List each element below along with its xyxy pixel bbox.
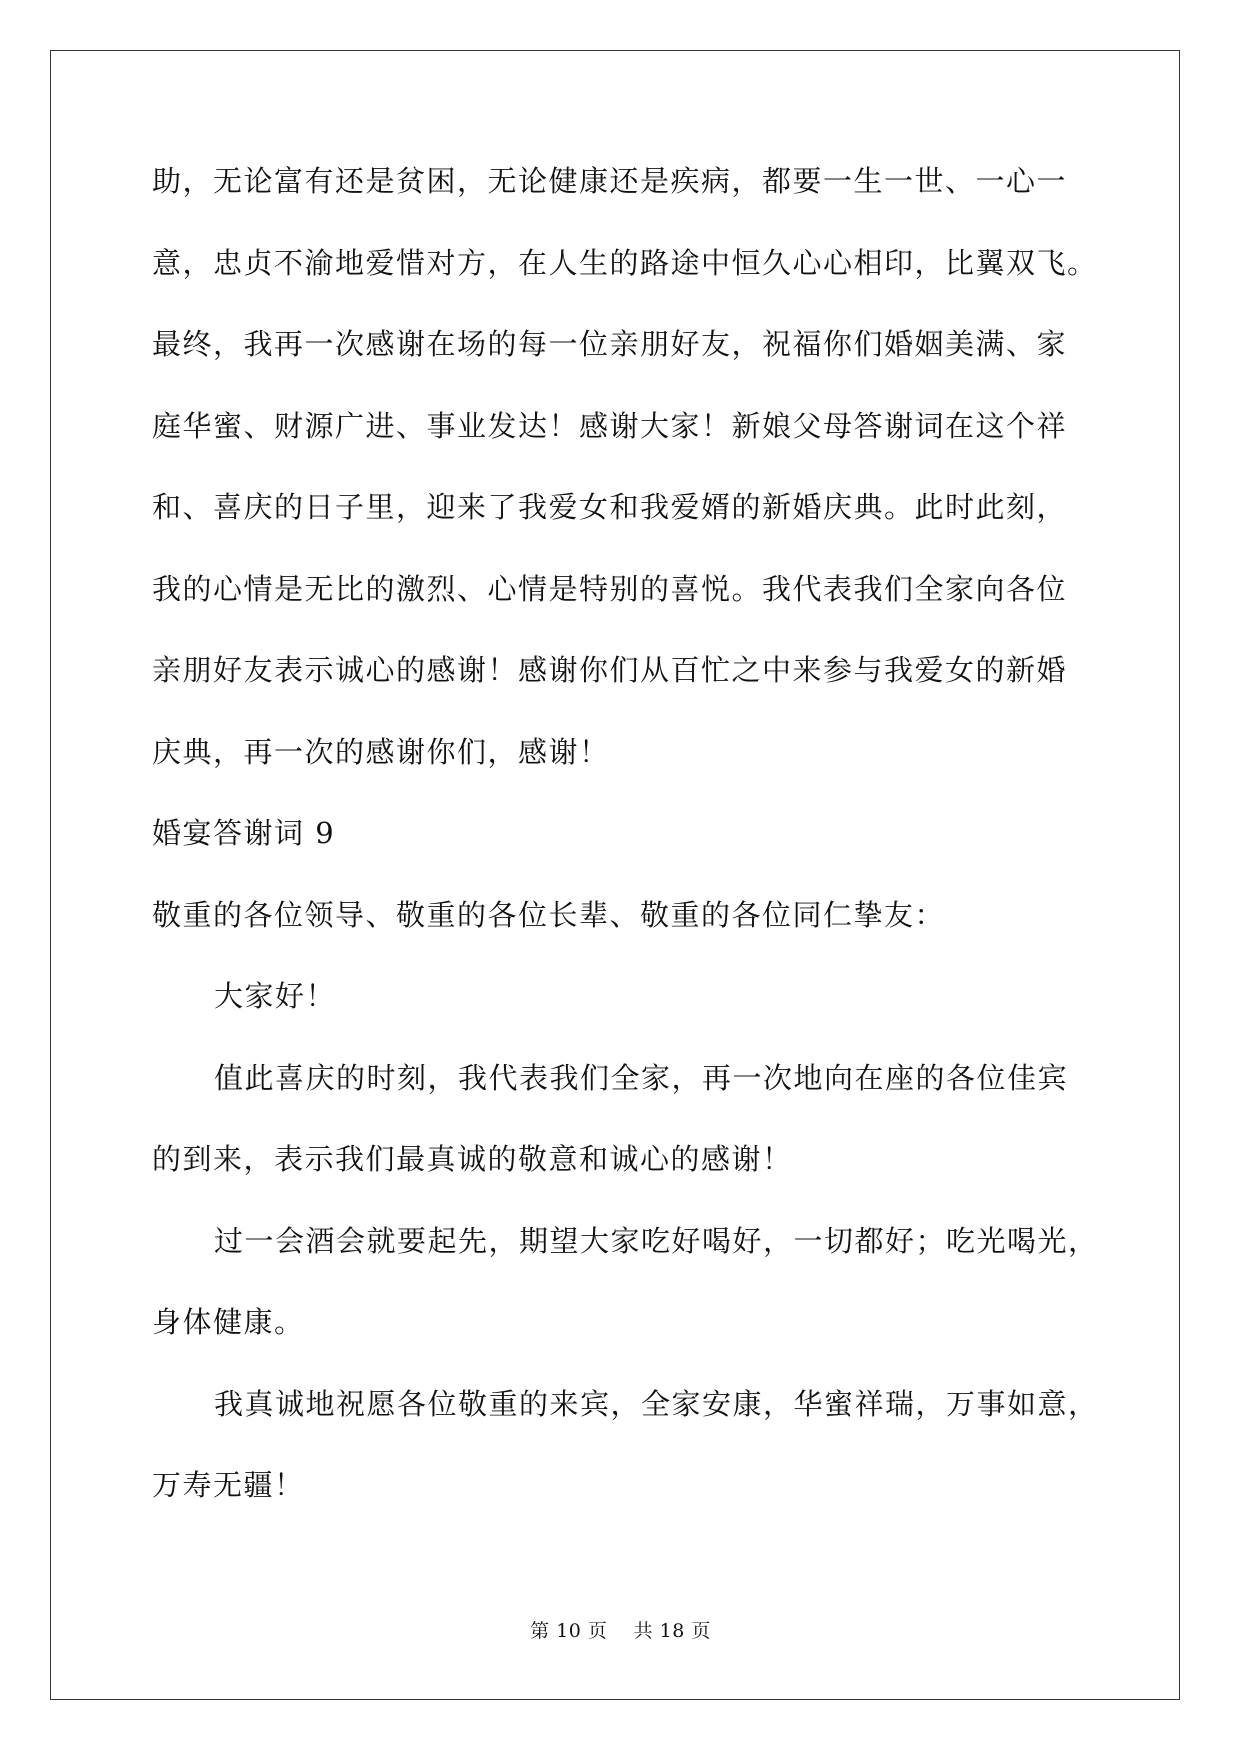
- salutation: 敬重的各位领导、敬重的各位长辈、敬重的各位同仁挚友：: [152, 897, 946, 932]
- text-line: 值此喜庆的时刻，我代表我们全家，再一次地向在座的各位佳宾: [214, 1060, 1069, 1095]
- text-line: 意，忠贞不渝地爱惜对方，在人生的路途中恒久心心相印，比翼双飞。: [152, 245, 1098, 280]
- text-line: 我的心情是无比的激烈、心情是特别的喜悦。我代表我们全家向各位: [152, 571, 1068, 606]
- text-line: 万寿无疆！: [152, 1468, 305, 1502]
- text-line: 我真诚地祝愿各位敬重的来宾，全家安康，华蜜祥瑞，万事如意，: [214, 1386, 1099, 1421]
- text-line: 和、喜庆的日子里，迎来了我爱女和我爱婿的新婚庆典。此时此刻，: [152, 490, 1068, 524]
- text-line: 身体健康。: [152, 1305, 305, 1339]
- greeting: 大家好！: [214, 979, 337, 1013]
- text-line: 庆典，再一次的感谢你们，感谢！: [152, 734, 610, 769]
- text-line: 过一会酒会就要起先，期望大家吃好喝好，一切都好；吃光喝光，: [214, 1223, 1099, 1258]
- page-number-footer: 第 10 页 共 18 页: [530, 1620, 711, 1642]
- text-line: 最终，我再一次感谢在场的每一位亲朋好友，祝福你们婚姻美满、家: [152, 327, 1068, 361]
- text-line: 助，无论富有还是贫困，无论健康还是疾病，都要一生一世、一心一: [152, 164, 1068, 198]
- text-line: 亲朋好友表示诚心的感谢！感谢你们从百忙之中来参与我爱女的新婚: [152, 653, 1068, 687]
- document-body: [152, 160, 1112, 1546]
- section-heading: 婚宴答谢词 9: [152, 816, 336, 850]
- text-line: 的到来，表示我们最真诚的敬意和诚心的感谢！: [152, 1142, 793, 1176]
- text-line: 庭华蜜、财源广进、事业发达！感谢大家！新娘父母答谢词在这个祥: [152, 408, 1068, 443]
